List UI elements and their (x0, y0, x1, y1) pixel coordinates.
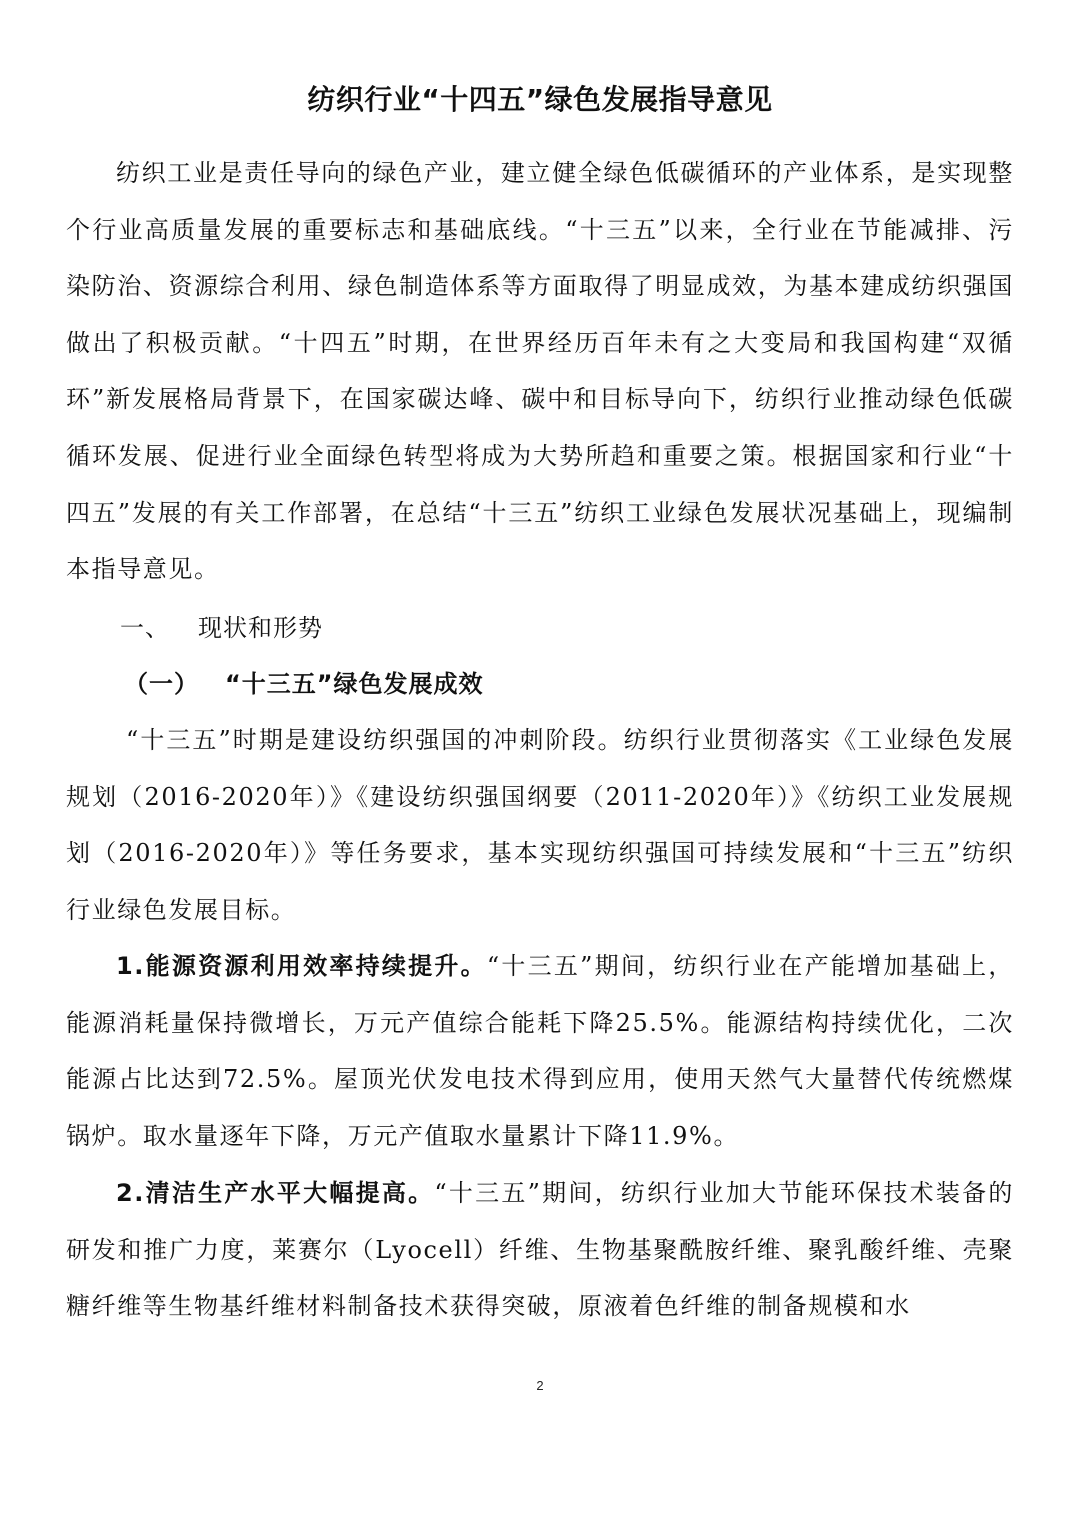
item-text-clean-production: “十三五”期间，纺织行业加大节能环保技术装备的研发和推广力度，莱赛尔（Lyocell）纤维、生物基聚酰胺纤维、聚乳酸纤维、壳聚糖纤维等生物基纤维材料制备技术获得突破，原液着色纤维的制备规模和水 (66, 1179, 1014, 1321)
intro-paragraph: 纺织工业是责任导向的绿色产业，建立健全绿色低碳循环的产业体系，是实现整个行业高质量发展的重要标志和基础底线。“十三五”以来，全行业在节能减排、污染防治、资源综合利用、绿色制造体系等方面取得了明显成效，为基本建成纺织强国做出了积极贡献。“十四五”时期，在世界经历百年未有之大变局和我国构建“双循环”新发展格局背景下，在国家碳达峰、碳中和目标导向下，纺织行业推动绿色低碳循环发展、促进行业全面绿色转型将成为大势所趋和重要之策。根据国家和行业“十四五”发展的有关工作部署，在总结“十三五”纺织工业绿色发展状况基础上，现编制本指导意见。 (66, 159, 1014, 584)
section-title: 现状和形势 (198, 614, 323, 642)
page-number: 2 (536, 1378, 544, 1393)
overview-paragraph: “十三五”时期是建设纺织强国的冲刺阶段。纺织行业贯彻落实《工业绿色发展规划（2016-2020年）》《建设纺织强国纲要（2011-2020年）》《纺织工业发展规划（2016-2020年）》等任务要求，基本实现纺织强国可持续发展和“十三五”纺织行业绿色发展目标。 (66, 726, 1014, 924)
document-title: 纺织行业“十四五”绿色发展指导意见 (307, 83, 773, 116)
item-lead-clean-production: 2.清洁生产水平大幅提高。 (116, 1179, 435, 1207)
item-lead-energy: 1.能源资源利用效率持续提升。 (116, 952, 487, 980)
subsection-heading (124, 656, 484, 712)
item-paragraph-energy (66, 938, 1014, 1164)
section-number: 一、 (120, 614, 170, 642)
section-heading (120, 600, 323, 656)
subsection-number: （一） (124, 670, 199, 698)
item-text-energy: “十三五”期间，纺织行业在产能增加基础上，能源消耗量保持微增长，万元产值综合能耗下降25.5%。能源结构持续优化，二次能源占比达到72.5%。屋顶光伏发电技术得到应用，使用天然气大量替代传统燃煤锅炉。取水量逐年下降，万元产值取水量累计下降11.9%。 (66, 952, 1014, 1150)
subsection-title: “十三五”绿色发展成效 (225, 670, 484, 698)
item-paragraph-clean-production (66, 1165, 1014, 1335)
